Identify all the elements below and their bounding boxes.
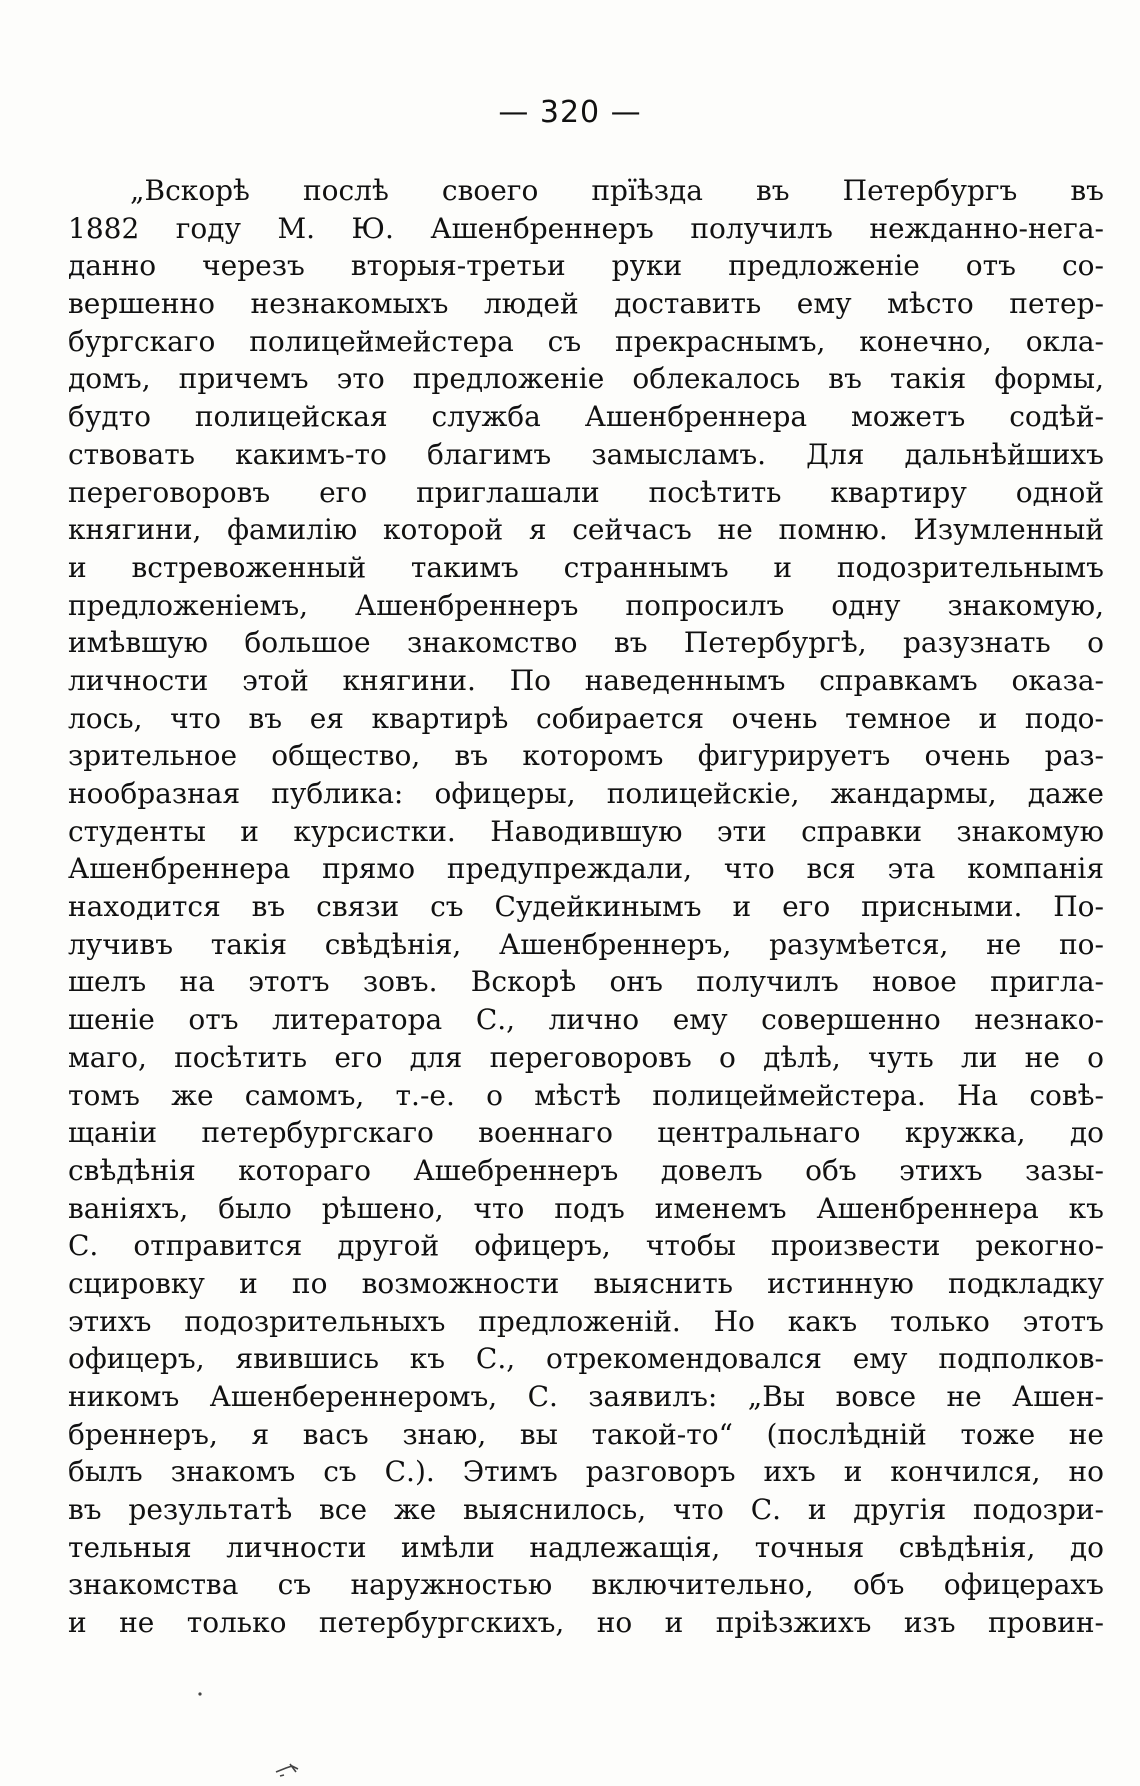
text-line: Ашенбреннера прямо предупреждали, что вся эта компанiя: [68, 852, 1104, 886]
text-line: лучивъ такiя свѣдѣнiя, Ашенбреннеръ, разумѣется, не по-: [68, 927, 1104, 961]
text-line: предложенiемъ, Ашенбреннеръ попросилъ одну знакомую,: [68, 588, 1104, 622]
text-line: сцировку и по возможности выяснить истинную подкладку: [68, 1266, 1104, 1300]
text-line: и не только петербургскихъ, но и прiѣзжихъ изъ провин-: [68, 1606, 1104, 1640]
text-line: княгини, фамилiю которой я сейчасъ не помню. Изумленный: [68, 513, 1104, 547]
text-line: лось, что въ ея квартирѣ собирается очень темное и подо-: [68, 701, 1104, 735]
text-line: шелъ на этотъ зовъ. Вскорѣ онъ получилъ новое пригла-: [68, 965, 1104, 999]
text-line: въ результатѣ все же выяснилось, что С. и другiя подозри-: [68, 1493, 1104, 1527]
body-text: [68, 172, 1104, 1642]
text-line: домъ, причемъ это предложенiе облекалось въ такiя формы,: [68, 362, 1104, 396]
text-line: данно черезъ вторыя-третьи руки предложенiе отъ со-: [68, 249, 1104, 283]
text-line: 1882 году М. Ю. Ашенбреннеръ получилъ нежданно-нега-: [68, 211, 1104, 245]
text-line: С. отправится другой офицеръ, чтобы произвести рекогно-: [68, 1229, 1104, 1263]
text-line: личности этой княгини. По наведеннымъ справкамъ оказа-: [68, 663, 1104, 697]
text-line: знакомства съ наружностью включительно, объ офицерахъ: [68, 1568, 1104, 1602]
text-line: шенiе отъ литератора С., лично ему совершенно незнако-: [68, 1003, 1104, 1037]
page-number: — 320 —: [498, 95, 642, 130]
text-line: ванiяхъ, было рѣшено, что подъ именемъ Ашенбреннера къ: [68, 1191, 1104, 1225]
text-line: находится въ связи съ Судейкинымъ и его присными. По-: [68, 890, 1104, 924]
text-line: „Вскорѣ послѣ своего прїѣзда въ Петербургъ въ: [130, 174, 1104, 207]
text-line: бреннеръ, я васъ знаю, вы такой-то“ (послѣднiй тоже не: [68, 1417, 1104, 1451]
text-line: зрительное общество, въ которомъ фигурируетъ очень раз-: [68, 739, 1104, 773]
text-line: вершенно незнакомыхъ людей доставить ему мѣсто петер-: [68, 287, 1104, 321]
text-line: свѣдѣнiя котораго Ашебреннеръ довелъ объ этихъ зазы-: [68, 1153, 1104, 1187]
text-line: ствовать какимъ-то благимъ замысламъ. Для дальнѣйшихъ: [68, 437, 1104, 471]
text-line: бургскаго полицеймейстера съ прекраснымъ, конечно, окла-: [68, 324, 1104, 358]
text-line: офицеръ, явившись къ С., отрекомендовался ему подполков-: [68, 1342, 1104, 1376]
text-line: щанiи петербургскаго военнаго центральнаго кружка, до: [68, 1116, 1104, 1150]
text-line: былъ знакомъ съ С.). Этимъ разговоръ ихъ и кончился, но: [68, 1455, 1104, 1489]
text-line: будто полицейская служба Ашенбреннера можетъ содѣй-: [68, 400, 1104, 434]
text-line: и встревоженный такимъ страннымъ и подозрительнымъ: [68, 550, 1104, 584]
text-line: переговоровъ его приглашали посѣтить квартиру одной: [68, 475, 1104, 509]
text-line: студенты и курсистки. Наводившую эти справки знакомую: [68, 814, 1104, 848]
text-line: маго, посѣтить его для переговоровъ о дѣлѣ, чуть ли не о: [68, 1040, 1104, 1074]
text-line: тельныя личности имѣли надлежащiя, точныя свѣдѣнiя, до: [68, 1530, 1104, 1564]
scan-smudge-mark: [272, 1758, 312, 1780]
scan-speck-mark: [196, 1690, 204, 1698]
text-line: этихъ подозрительныхъ предложенiй. Но какъ только этотъ: [68, 1304, 1104, 1338]
text-line: томъ же самомъ, т.-е. о мѣстѣ полицеймейстера. На совѣ-: [68, 1078, 1104, 1112]
text-line: имѣвшую большое знакомство въ Петербургѣ, разузнать о: [68, 626, 1104, 660]
text-line: нообразная публика: офицеры, полицейскiе, жандармы, даже: [68, 777, 1104, 810]
text-line: никомъ Ашенбереннеромъ, С. заявилъ: „Вы вовсе не Ашен-: [68, 1380, 1104, 1413]
